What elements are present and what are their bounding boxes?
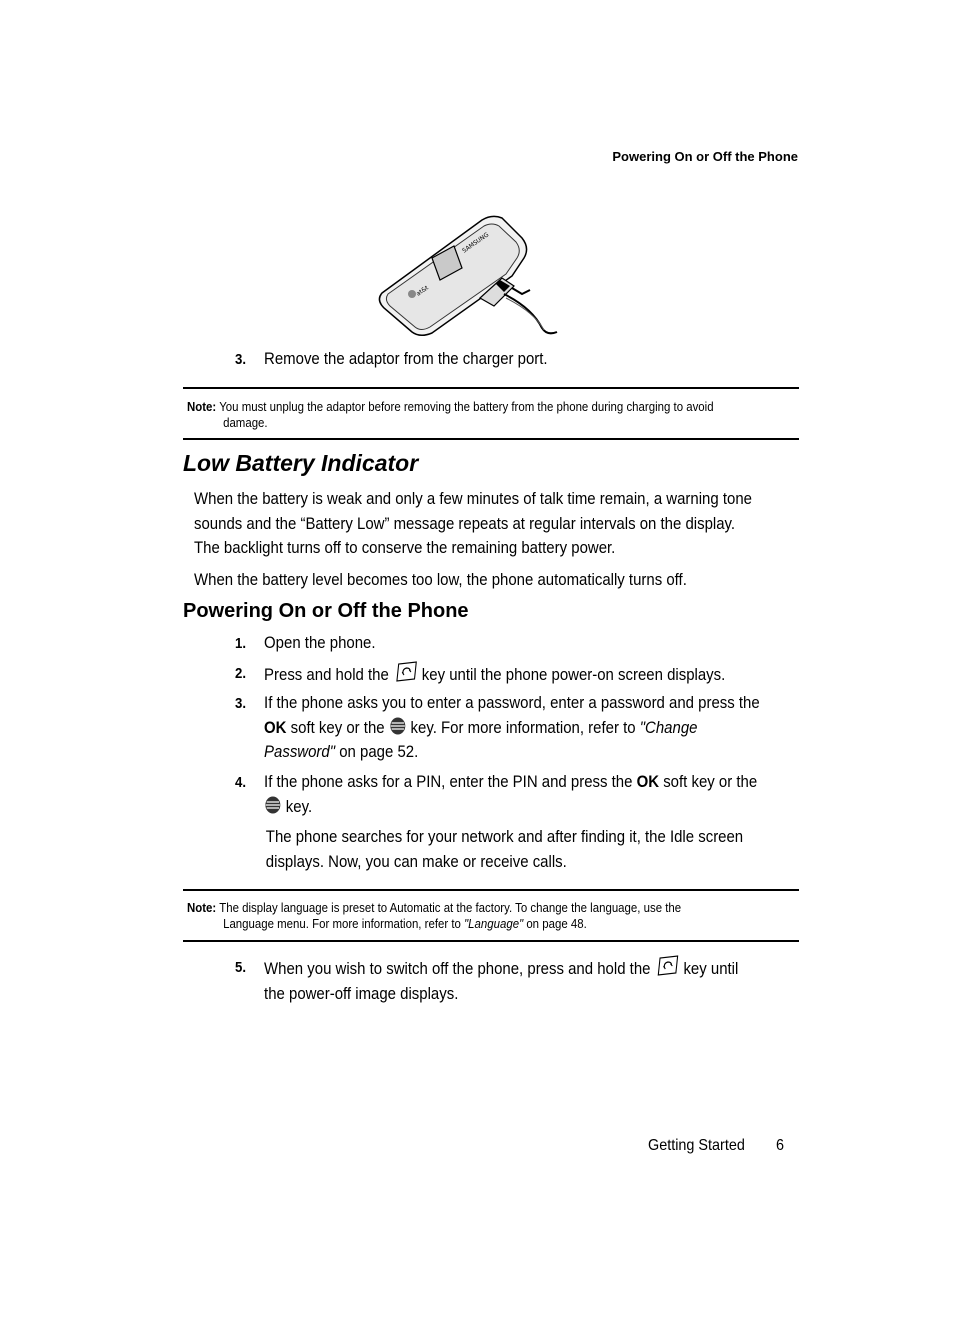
att-globe-key-icon bbox=[389, 716, 407, 736]
step-text: key until bbox=[683, 959, 739, 978]
step-press-hold bbox=[235, 661, 726, 687]
ok-softkey-label: OK bbox=[636, 772, 660, 791]
note-language bbox=[187, 900, 785, 932]
low-battery-paragraph-2: When the battery level becomes too low, the phone automatically turns off. bbox=[194, 570, 687, 589]
step-number: 3. bbox=[235, 351, 247, 368]
step-pin bbox=[235, 770, 758, 871]
paragraph-line: sounds and the “Battery Low” message repeats at regular intervals on the display. bbox=[194, 513, 736, 533]
note-line-2: damage. bbox=[223, 415, 268, 430]
step-number: 5. bbox=[235, 959, 247, 976]
ok-softkey-label: OK bbox=[264, 717, 287, 737]
step-password bbox=[235, 691, 760, 761]
step-open-phone bbox=[235, 631, 376, 657]
step-switch-off bbox=[235, 955, 739, 1003]
step-text: If the phone asks you to enter a password, enter a password and press the bbox=[264, 693, 760, 712]
note-label: Note: bbox=[187, 399, 217, 414]
section-title-powering: Powering On or Off the Phone bbox=[183, 600, 469, 622]
brand-label: SAMSUNG bbox=[461, 231, 491, 255]
step-number: 1. bbox=[235, 635, 247, 652]
paragraph-line: When the battery is weak and only a few minutes of talk time remain, a warning tone bbox=[194, 489, 752, 508]
carrier-label: at&t bbox=[415, 284, 430, 298]
note-line-2: Language menu. For more information, refer to bbox=[223, 916, 461, 931]
footer-page-number: 6 bbox=[776, 1137, 785, 1154]
step-text: key until the phone power-on screen displays. bbox=[421, 665, 726, 684]
note-bottom-rule bbox=[183, 438, 799, 440]
note-label: Note: bbox=[187, 900, 217, 915]
step-text: If the phone asks for a PIN, enter the PIN and press the bbox=[264, 772, 633, 791]
step-followup-paragraph bbox=[264, 825, 757, 874]
step-number: 3. bbox=[235, 695, 247, 712]
note-top-rule bbox=[183, 889, 799, 891]
note-unplug bbox=[187, 399, 785, 431]
cross-reference-link[interactable]: "Change bbox=[639, 717, 698, 737]
paragraph-line: displays. Now, you can make or receive calls. bbox=[265, 851, 567, 871]
running-header: Powering On or Off the Phone bbox=[612, 149, 798, 164]
step-text: key. For more information, refer to bbox=[410, 717, 636, 737]
end-power-key-icon bbox=[393, 661, 418, 683]
note-line-2-end: on page 48. bbox=[526, 916, 587, 931]
step-text: Remove the adaptor from the charger port. bbox=[264, 349, 548, 368]
note-bottom-rule bbox=[183, 940, 799, 942]
step-text: Open the phone. bbox=[264, 633, 376, 652]
step-number: 4. bbox=[235, 774, 247, 791]
phone-charger-illustration bbox=[372, 208, 572, 338]
step-text: Press and hold the bbox=[264, 665, 389, 684]
note-top-rule bbox=[183, 387, 799, 389]
step-text: the power-off image displays. bbox=[264, 983, 459, 1003]
end-power-key-icon bbox=[655, 955, 680, 977]
section-title-low-battery: Low Battery Indicator bbox=[183, 450, 419, 476]
paragraph-line: The backlight turns off to conserve the remaining battery power. bbox=[194, 538, 616, 557]
step-text: key. bbox=[285, 796, 313, 816]
cross-reference-link[interactable]: "Language" bbox=[464, 916, 524, 931]
note-line-1: You must unplug the adaptor before removing the battery from the phone during charging to avoid bbox=[219, 399, 714, 414]
step-text: soft key or the bbox=[663, 772, 758, 791]
note-line-1: The display language is preset to Automatic at the factory. To change the language, use the bbox=[219, 900, 682, 915]
step-text: soft key or the bbox=[290, 717, 385, 737]
footer-section-name: Getting Started bbox=[648, 1137, 745, 1154]
cross-reference-link[interactable]: Password" bbox=[264, 742, 336, 761]
step-number: 2. bbox=[235, 665, 247, 682]
step-text: When you wish to switch off the phone, press and hold the bbox=[264, 959, 651, 978]
paragraph-line: The phone searches for your network and after finding it, the Idle screen bbox=[265, 827, 744, 846]
att-globe-key-icon bbox=[264, 795, 282, 815]
low-battery-paragraph-1 bbox=[194, 487, 752, 561]
step-text: on page 52. bbox=[339, 742, 419, 761]
step-remove-adaptor bbox=[235, 347, 548, 373]
